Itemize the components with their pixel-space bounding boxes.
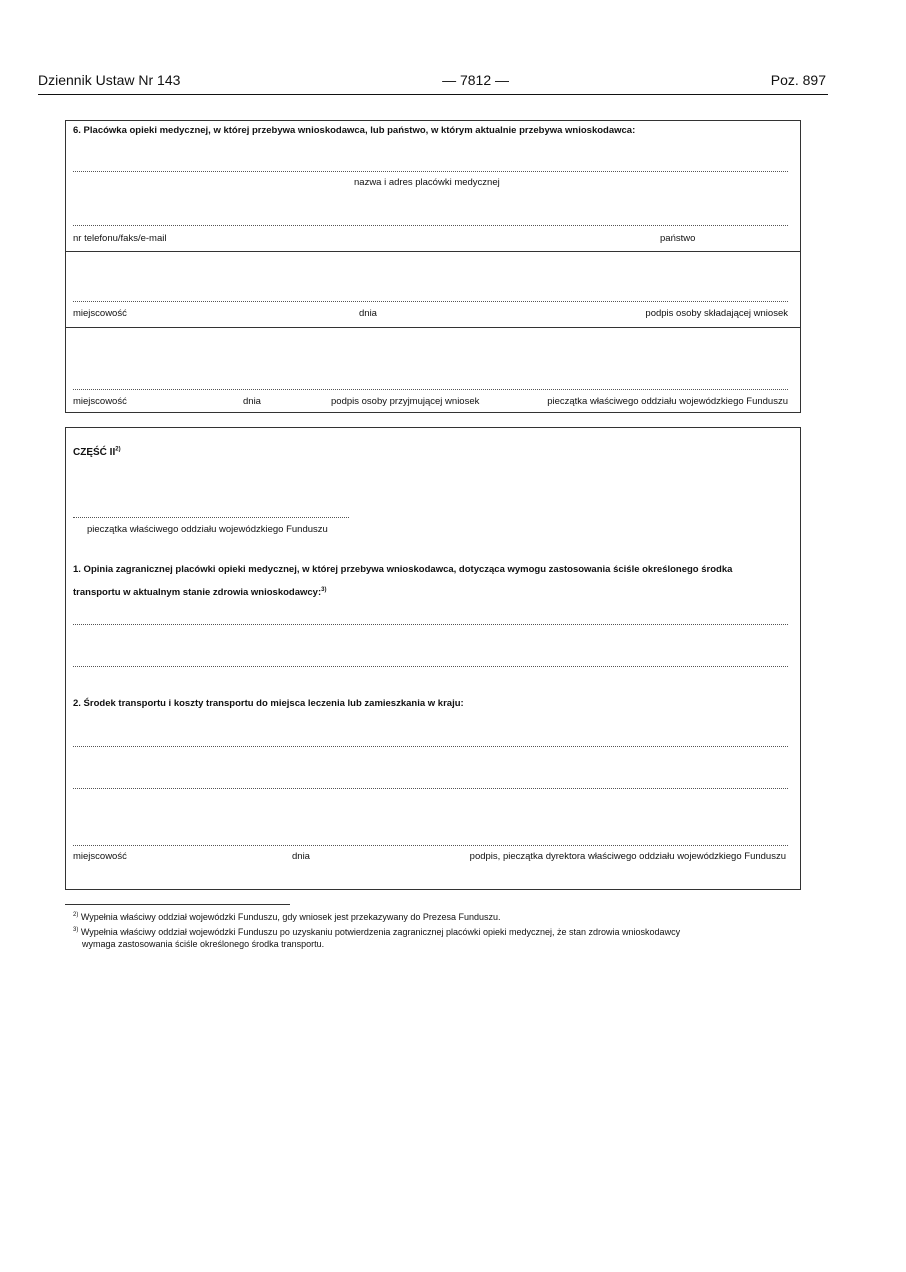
receiver-stamp-caption: pieczątka właściwego oddziału wojewódzkiego Funduszu <box>547 396 788 407</box>
applicant-signature-field[interactable] <box>73 301 788 302</box>
footnote-rule <box>65 904 290 905</box>
header-rule <box>38 94 828 95</box>
question-1-line-2 <box>73 587 326 598</box>
question-1-line-2-text: transportu w aktualnym stanie zdrowia wnioskodawcy: <box>73 587 322 598</box>
receiver-signature-field[interactable] <box>73 389 788 390</box>
applicant-signature-caption: podpis osoby składającej wniosek <box>645 308 788 319</box>
receiver-date-caption: dnia <box>243 396 261 407</box>
part-2-box <box>65 427 801 890</box>
phone-caption: nr telefonu/faks/e-mail <box>73 233 167 244</box>
question-2-answer-line[interactable] <box>73 746 788 747</box>
section-6-box <box>65 120 801 413</box>
part-2-title <box>73 447 121 458</box>
page-number: — 7812 — <box>442 72 510 88</box>
country-caption: państwo <box>660 233 696 244</box>
part-2-place-caption: miejscowość <box>73 851 127 862</box>
divider <box>66 251 800 252</box>
footnote-mark: 3) <box>73 927 79 933</box>
footnote-ref: 2) <box>115 446 121 453</box>
journal-title: Dziennik Ustaw Nr 143 <box>38 72 181 88</box>
footnote-ref: 3) <box>321 586 327 593</box>
receiver-signature-caption: podpis osoby przyjmującej wniosek <box>331 396 480 407</box>
footnote-3 <box>73 927 680 938</box>
part-2-date-caption: dnia <box>292 851 310 862</box>
applicant-place-caption: miejscowość <box>73 308 127 319</box>
question-1-answer-line[interactable] <box>73 666 788 667</box>
section-6-title: 6. Placówka opieki medycznej, w której przebywa wnioskodawca, lub państwo, w którym aktualnie przebywa wnioskodawca: <box>73 125 636 136</box>
footnote-3-continued: wymaga zastosowania ściśle określonego środka transportu. <box>82 939 325 949</box>
stamp-field[interactable] <box>73 517 349 518</box>
director-signature-caption: podpis, pieczątka dyrektora właściwego oddziału wojewódzkiego Funduszu <box>469 851 786 862</box>
footnote-text: Wypełnia właściwy oddział wojewódzki Funduszu, gdy wniosek jest przekazywany do Prezesa Funduszu. <box>80 912 501 922</box>
applicant-date-caption: dnia <box>359 308 377 319</box>
position-number: Poz. 897 <box>770 72 826 88</box>
question-2-answer-line[interactable] <box>73 788 788 789</box>
facility-field[interactable] <box>73 171 788 172</box>
footnote-mark: 2) <box>73 912 79 918</box>
contact-field[interactable] <box>73 225 788 226</box>
part-2-stamp-caption: pieczątka właściwego oddziału wojewódzkiego Funduszu <box>87 524 328 535</box>
part-2-title-text: CZĘŚĆ II <box>73 447 116 458</box>
director-signature-field[interactable] <box>73 845 788 846</box>
footnote-text: Wypełnia właściwy oddział wojewódzki Funduszu po uzyskaniu potwierdzenia zagranicznej placówki opieki medycznej, że stan zdrowia wnioskodawcy <box>80 927 681 937</box>
footnote-2 <box>73 912 500 923</box>
question-1-line-1: 1. Opinia zagranicznej placówki opieki medycznej, w której przebywa wnioskodawca, dotycząca wymogu zastosowania ściśle określonego środka <box>73 564 733 575</box>
facility-caption: nazwa i adres placówki medycznej <box>354 177 500 188</box>
divider <box>66 327 800 328</box>
receiver-place-caption: miejscowość <box>73 396 127 407</box>
question-2: 2. Środek transportu i koszty transportu do miejsca leczenia lub zamieszkania w kraju: <box>73 698 464 709</box>
page-header <box>38 72 826 88</box>
question-1-answer-line[interactable] <box>73 624 788 625</box>
